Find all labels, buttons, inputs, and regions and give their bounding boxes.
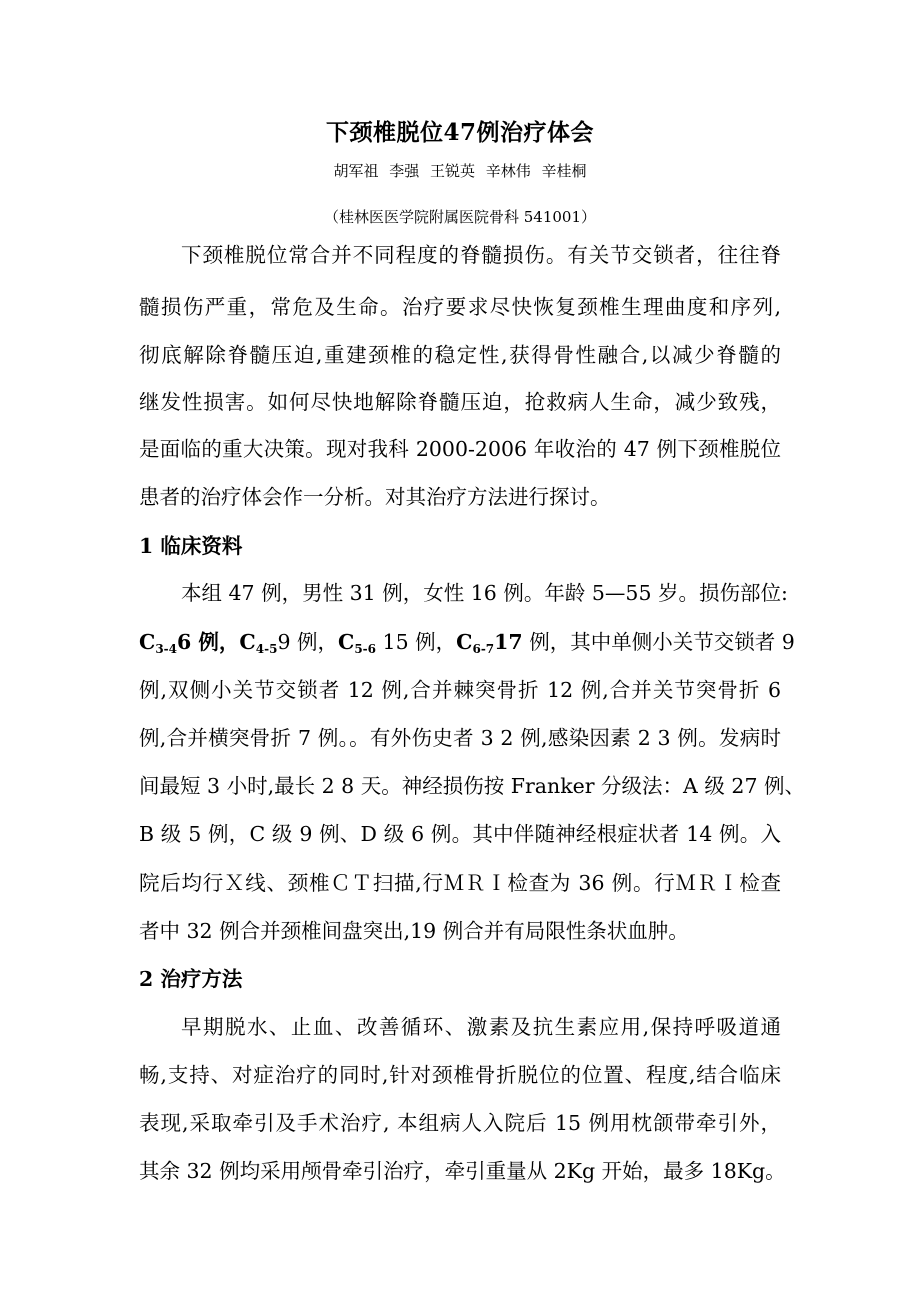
section1-line: 本组 47 例，男性 31 例，女性 16 例。年龄 5—55 岁。损伤部位:: [181, 581, 788, 605]
intro-line: 彻底解除脊髓压迫,重建颈椎的稳定性,获得骨性融合,以减少脊髓的: [139, 343, 781, 367]
section1-line: 者中 32 例合并颈椎间盘突出,19 例合并有局限性条状血肿。: [139, 919, 689, 943]
section1-injury-sites-line: [139, 627, 795, 657]
section1-line: 例,合并横突骨折 7 例。。有外伤史者 3 2 例,感染因素 2 3 例。发病时: [139, 726, 781, 750]
intro-line: 是面临的重大决策。现对我科 2000-2006 年收治的 47 例下颈椎脱位: [139, 437, 781, 461]
segment-label: C: [456, 630, 473, 654]
section2-line: 其余 32 例均采用颅骨牵引治疗，牵引重量从 2Kg 开始，最多 18Kg。: [139, 1159, 786, 1183]
segment-subscript: 3-4: [155, 642, 178, 656]
section1-line: 院后均行Ｘ线、颈椎ＣＴ扫描,行ＭＲＩ检查为 36 例。行ＭＲＩ检查: [139, 871, 781, 895]
intro-line: 下颈椎脱位常合并不同程度的脊髓损伤。有关节交锁者，往往脊: [181, 243, 781, 267]
section1-line: 间最短 3 小时,最长 2 8 天。神经损伤按 Franker 分级法：A 级 27 例、: [139, 774, 805, 798]
section2-line: 畅,支持、对症治疗的同时,针对颈椎骨折脱位的位置、程度,结合临床: [139, 1063, 781, 1087]
segment-subscript: 6-7: [472, 642, 495, 656]
section-heading-treatment: 2 治疗方法: [139, 967, 243, 991]
intro-line: 髓损伤严重，常危及生命。治疗要求尽快恢复颈椎生理曲度和序列,: [139, 295, 781, 319]
section2-line: 表现,采取牵引及手术治疗, 本组病人入院后 15 例用枕颌带牵引外，: [139, 1111, 781, 1135]
segment-count: 9 例，: [277, 630, 338, 654]
segment-rest: 例，其中单侧小关节交锁者 9: [522, 630, 795, 654]
section2-line: 早期脱水、止血、改善循环、激素及抗生素应用,保持呼吸道通: [181, 1015, 781, 1039]
document-title: 下颈椎脱位47例治疗体会: [325, 119, 594, 146]
author-list: 胡军祖 李强 王锐英 辛林伟 辛桂桐: [333, 162, 587, 180]
section-heading-clinical-data: 1 临床资料: [139, 534, 243, 558]
segment-count: 15 例，: [376, 630, 457, 654]
segment-subscript: 5-6: [354, 642, 377, 656]
segment-count: 17: [494, 630, 523, 654]
section1-line: 例,双侧小关节交锁者 12 例,合并棘突骨折 12 例,合并关节突骨折 6: [139, 678, 781, 702]
section1-line: B 级 5 例，C 级 9 例、D 级 6 例。其中伴随神经根症状者 14 例。入: [139, 822, 781, 846]
intro-line: 继发性损害。如何尽快地解除脊髓压迫，抢救病人生命，减少致残，: [139, 390, 781, 414]
segment-label: C: [139, 630, 156, 654]
segment-label: C: [239, 630, 256, 654]
intro-line: 患者的治疗体会作一分析。对其治疗方法进行探讨。: [139, 485, 611, 509]
segment-count: 6 例，: [177, 630, 240, 654]
affiliation: （桂林医医学院附属医院骨科 541001）: [323, 208, 597, 226]
segment-subscript: 4-5: [255, 642, 278, 656]
segment-label: C: [338, 630, 355, 654]
